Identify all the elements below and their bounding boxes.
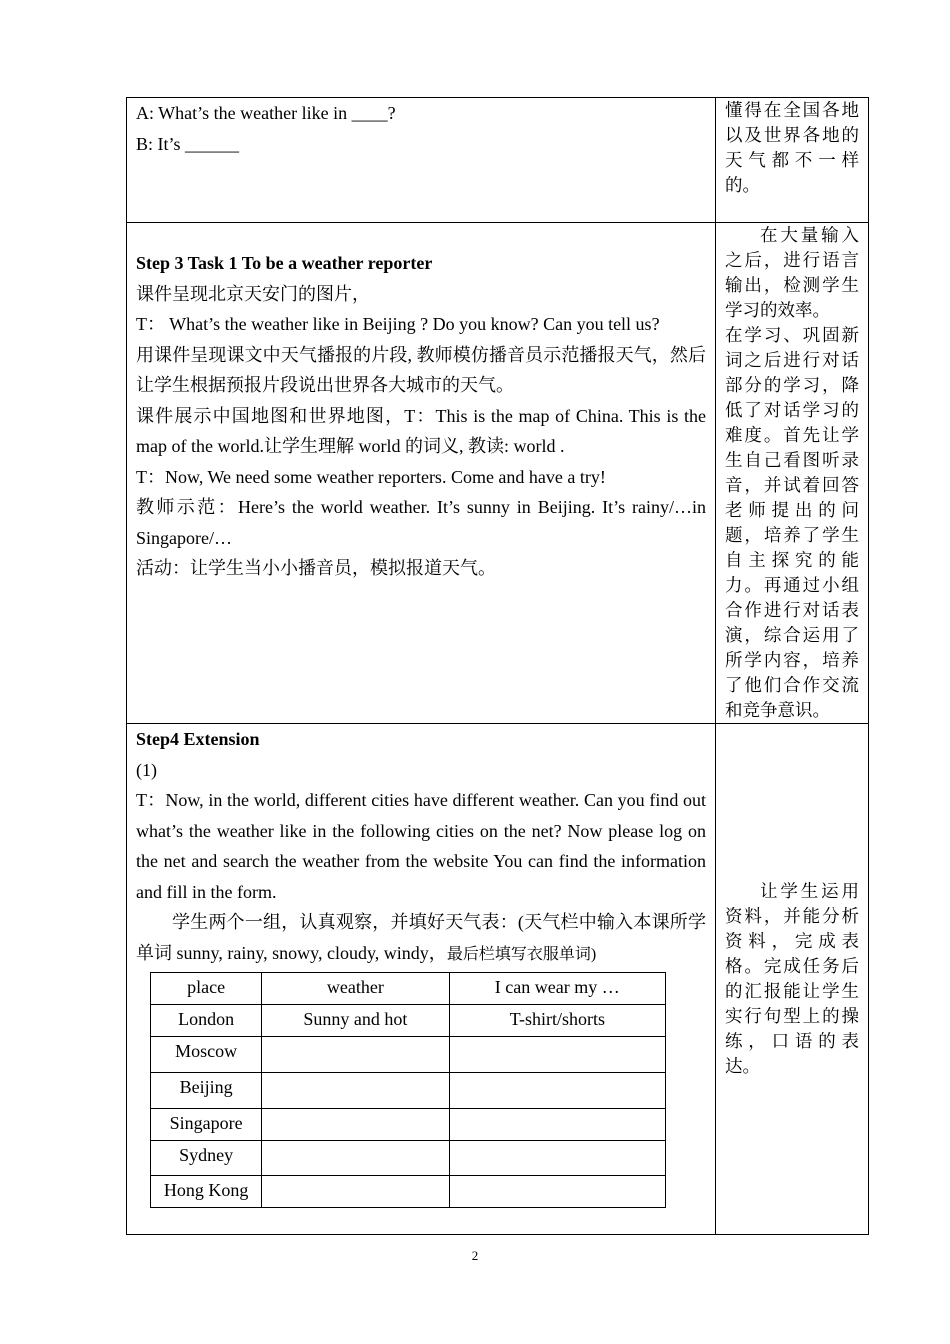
place-cell: Moscow [151, 1037, 262, 1073]
table-row [151, 1109, 666, 1141]
step3-line: T： What’s the weather like in Beijing ? Do you know? Can you tell us? [136, 314, 660, 334]
step4-heading: Step4 Extension [136, 729, 260, 749]
weather-cell [262, 1176, 449, 1208]
row-step4 [127, 724, 869, 1235]
step3-heading: Step 3 Task 1 To be a weather reporter [136, 253, 433, 273]
step4-note-cell [716, 724, 869, 1235]
step3-line: 课件呈现北京天安门的图片， [136, 283, 370, 304]
step3-line: 活动：让学生当小小播音员，模拟报道天气。 [136, 558, 496, 578]
table-row [151, 1141, 666, 1176]
step3-line: T：Now, We need some weather reporters. Come and have a try! [136, 466, 606, 487]
weather-cell [262, 1073, 449, 1109]
wear-cell [449, 1109, 665, 1141]
place-cell: Sydney [151, 1141, 262, 1176]
weather-cell: Sunny and hot [262, 1005, 449, 1037]
weather-cell [262, 1037, 449, 1073]
table-row [151, 1005, 666, 1037]
step4-cell [127, 724, 716, 1235]
step4-note: 让学生运用资料，并能分析资料，完成表格。完成任务后的汇报能让学生实行句型上的操练，口语的表达。 [725, 881, 859, 1076]
step3-note-dialogue: 在学习、巩固新词之后进行对话部分的学习，降低了对话学习的难度。首先让学生自己看图听录音，并试着回答老师提出的问题，培养了学生自主探究的能力。再通过小组合作进行对话表演，综合运用了所学内容，培养了他们合作交流和竞争意识。 [725, 325, 859, 720]
table-row [151, 1073, 666, 1109]
header-wear: I can wear my … [449, 973, 665, 1005]
step4-task [136, 907, 706, 970]
table-row [151, 1037, 666, 1073]
step3-note-output: 在大量输入之后，进行语言输出，检测学生学习的效率。 [725, 225, 859, 320]
row-step3 [127, 223, 869, 724]
dialogue-line-a: A: What’s the weather like in ____? [136, 103, 396, 123]
wear-cell [449, 1073, 665, 1109]
place-cell: London [151, 1005, 262, 1037]
dialogue-note-cell [716, 98, 869, 223]
step3-line: 教师示范：Here’s the world weather. It’s sunny in Beijing. It’s rainy/…in Singapore/… [136, 497, 706, 548]
dialogue-cell [127, 98, 716, 223]
step3-line: 用课件呈现课文中天气播报的片段, 教师模仿播音员示范播报天气，然后让学生根据预报片段说出世界各大城市的天气。 [136, 344, 706, 395]
wear-cell [449, 1176, 665, 1208]
weather-table-header [151, 973, 666, 1005]
wear-cell: T-shirt/shorts [449, 1005, 665, 1037]
wear-cell [449, 1141, 665, 1176]
table-row [151, 1176, 666, 1208]
header-weather: weather [262, 973, 449, 1005]
dialogue-note: 懂得在全国各地以及世界各地的天气都不一样的。 [725, 100, 859, 195]
place-cell: Beijing [151, 1073, 262, 1109]
dialogue-line-b: B: It’s ______ [136, 133, 240, 154]
step4-task-small: 最后栏填写衣服单词) [446, 945, 597, 963]
step4-number: (1) [136, 759, 157, 780]
weather-cell [262, 1141, 449, 1176]
header-place: place [151, 973, 262, 1005]
page-number: 2 [471, 1248, 479, 1263]
step3-note-cell [716, 223, 869, 724]
weather-table [150, 972, 666, 1208]
place-cell: Singapore [151, 1109, 262, 1141]
step4-task-text: 学生两个一组，认真观察，并填好天气表：(天气栏中输入本课所学单词 sunny, rainy, snowy, cloudy, windy， [136, 912, 706, 963]
lesson-plan-table [126, 97, 869, 1235]
step3-cell [127, 223, 716, 724]
row-dialogue [127, 98, 869, 223]
step4-paragraph: T：Now, in the world, different cities have different weather. Can you find out what’s the weather like in the following cities on the net? Now please log on the net and search the weather from the website You can find the information and fill in the form. [136, 790, 706, 902]
wear-cell [449, 1037, 665, 1073]
step3-line: 课件展示中国地图和世界地图，T：This is the map of China. This is the map of the world.让学生理解 world 的词义, 教读: world . [136, 405, 706, 456]
weather-cell [262, 1109, 449, 1141]
place-cell: Hong Kong [151, 1176, 262, 1208]
